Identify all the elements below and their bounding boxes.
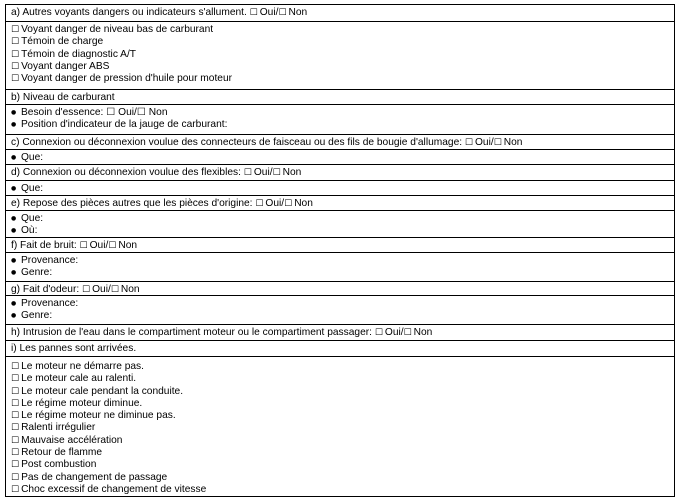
list-item[interactable]: ☐ Ralenti irrégulier [11, 422, 674, 434]
question-a-body [6, 22, 674, 90]
question-i-title: i) Les pannes sont arrivées. [11, 343, 137, 354]
checkbox-icon[interactable] [82, 284, 92, 295]
checkbox-icon[interactable] [404, 327, 414, 338]
question-g-body [6, 296, 674, 325]
question-a-title: a) Autres voyants dangers ou indicateurs s'allument. [11, 7, 247, 18]
list-item: ● Genre: [11, 310, 674, 322]
question-h-header: h) Intrusion de l'eau dans le compartiment moteur ou le compartiment passager: ☐ Oui/☐ Non [6, 325, 674, 341]
list-item[interactable]: ☐ Le régime moteur ne diminue pas. [11, 410, 674, 422]
checkbox-icon[interactable] [111, 284, 121, 295]
list-item: ● Genre: [11, 267, 674, 279]
checkbox-icon[interactable] [255, 198, 265, 209]
questionnaire-table [5, 4, 675, 497]
checkbox-icon[interactable] [80, 240, 90, 251]
checkbox-icon[interactable] [273, 167, 283, 178]
list-item[interactable]: ☐ Post combustion [11, 459, 674, 471]
question-e-body [6, 211, 674, 238]
checkbox-icon[interactable] [250, 7, 260, 18]
list-item[interactable]: ☐ Le moteur ne démarre pas. [11, 361, 674, 373]
question-f-title: f) Fait de bruit: [11, 240, 77, 251]
question-h-title: h) Intrusion de l'eau dans le compartiment moteur ou le compartiment passager: [11, 327, 372, 338]
question-f-header: f) Fait de bruit: ☐ Oui/☐ Non [6, 238, 674, 253]
checkbox-icon[interactable] [108, 240, 118, 251]
list-item[interactable]: ☐ Voyant danger de pression d'huile pour moteur [11, 73, 674, 85]
question-b-title: b) Niveau de carburant [11, 92, 115, 103]
checkbox-icon[interactable] [278, 7, 288, 18]
question-d-header: d) Connexion ou déconnexion voulue des flexibles: ☐ Oui/☐ Non [6, 165, 674, 181]
question-c-title: c) Connexion ou déconnexion voulue des connecteurs de faisceau ou des fils de bougie d'allumage: [11, 137, 463, 148]
question-b-header [6, 90, 674, 105]
list-item: ● Provenance: [11, 298, 674, 310]
checkbox-icon[interactable] [284, 198, 294, 209]
question-d-body [6, 181, 674, 196]
checkbox-icon[interactable] [244, 167, 254, 178]
list-item[interactable]: ☐ Témoin de diagnostic A/T [11, 49, 674, 61]
list-item: ● Que: [11, 152, 674, 164]
list-item: ● Où: [11, 225, 674, 237]
checkbox-icon[interactable] [494, 137, 504, 148]
list-item: ● Besoin d'essence: ☐ Oui/☐ Non [11, 107, 674, 119]
list-item: ● Que: [11, 183, 674, 195]
question-g-title: g) Fait d'odeur: [11, 284, 80, 295]
list-item[interactable]: ☐ Retour de flamme [11, 447, 674, 459]
list-item[interactable]: ☐ Voyant danger de niveau bas de carburant [11, 24, 674, 36]
question-c-body [6, 150, 674, 165]
question-b-body [6, 105, 674, 135]
question-e-header: e) Repose des pièces autres que les pièces d'origine: ☐ Oui/☐ Non [6, 196, 674, 211]
list-item[interactable]: ☐ Le régime moteur diminue. [11, 398, 674, 410]
list-item[interactable]: ☐ Pas de changement de passage [11, 472, 674, 484]
list-item[interactable]: ☐ Mauvaise accélération [11, 435, 674, 447]
list-item: ● Position d'indicateur de la jauge de carburant: [11, 119, 674, 131]
question-i-body [6, 357, 674, 496]
list-item[interactable]: ☐ Le moteur cale au ralenti. [11, 373, 674, 385]
question-i-header [6, 341, 674, 357]
question-g-header: g) Fait d'odeur: ☐ Oui/☐ Non [6, 282, 674, 296]
list-item[interactable]: ☐ Le moteur cale pendant la conduite. [11, 386, 674, 398]
question-e-title: e) Repose des pièces autres que les pièces d'origine: [11, 198, 253, 209]
question-d-title: d) Connexion ou déconnexion voulue des flexibles: [11, 167, 241, 178]
list-item[interactable]: ☐ Choc excessif de changement de vitesse [11, 484, 674, 496]
question-c-header: c) Connexion ou déconnexion voulue des connecteurs de faisceau ou des fils de bougie d'allumage: ☐ Oui/☐ Non [6, 135, 674, 150]
checkbox-icon[interactable] [375, 327, 385, 338]
list-item[interactable]: ☐ Voyant danger ABS [11, 61, 674, 73]
checkbox-icon[interactable] [465, 137, 475, 148]
list-item[interactable]: ☐ Témoin de charge [11, 36, 674, 48]
question-f-body [6, 253, 674, 282]
list-item: ● Que: [11, 213, 674, 225]
question-a-header: a) Autres voyants dangers ou indicateurs s'allument. ☐ Oui/☐ Non [6, 5, 674, 22]
list-item: ● Provenance: [11, 255, 674, 267]
